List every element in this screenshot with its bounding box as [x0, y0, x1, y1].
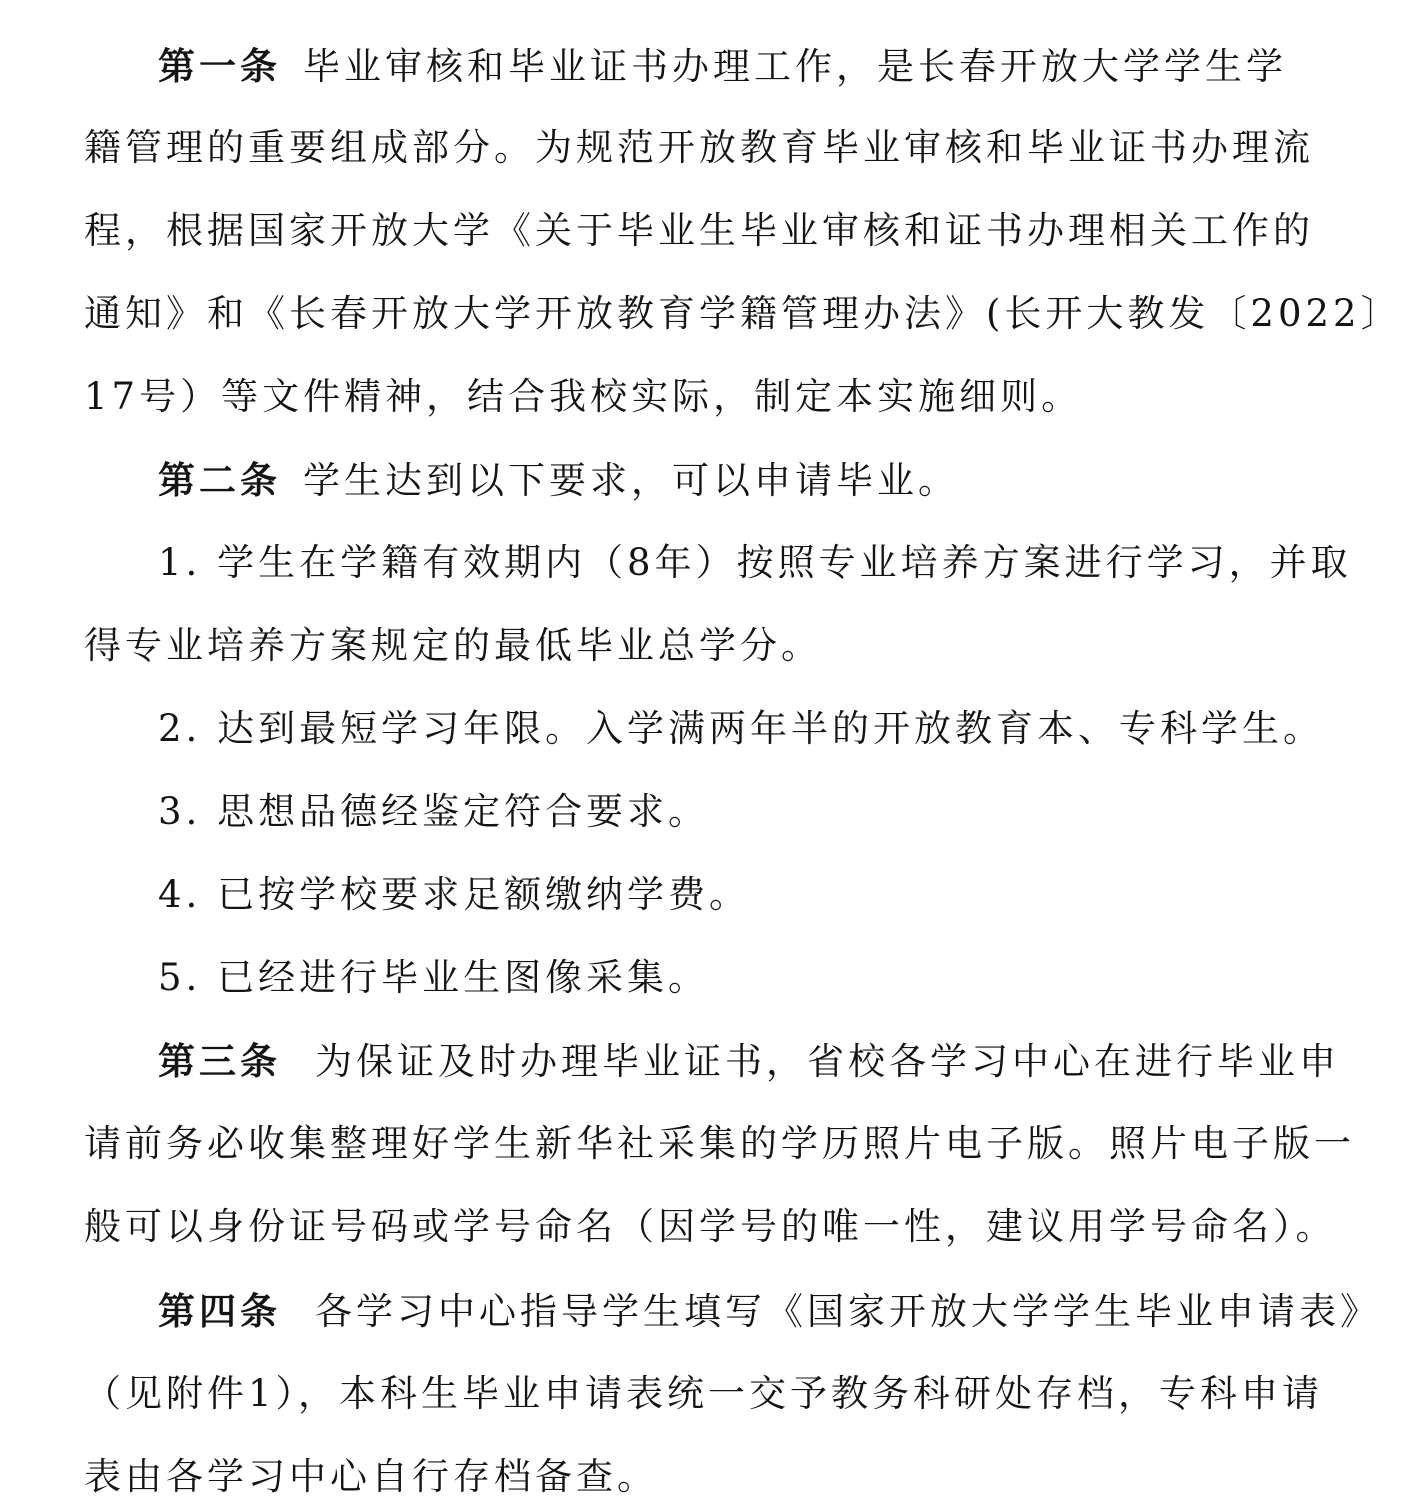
article-1-text: 毕业审核和毕业证书办理工作，是长春开放大学学生学 [303, 45, 1287, 88]
article-1-line-4: 通知》和《长春开放大学开放教育学籍管理办法》(长开大教发〔2022〕 [84, 292, 1402, 335]
article-2-item-2: 2. 达到最短学习年限。入学满两年半的开放教育本、专科学生。 [158, 707, 1325, 750]
article-4-text: 各学习中心指导学生填写《国家开放大学学生毕业申请表》 [315, 1290, 1381, 1333]
article-1-line-2: 籍管理的重要组成部分。为规范开放教育毕业审核和毕业证书办理流 [84, 126, 1314, 169]
article-2-line-1 [158, 450, 1198, 510]
article-2-item-1-line-1: 1. 学生在学籍有效期内（8年）按照专业培养方案进行学习，并取 [158, 541, 1352, 584]
article-2-item-4: 4. 已按学校要求足额缴纳学费。 [158, 873, 751, 916]
article-4-line-3: 表由各学习中心自行存档备查。 [84, 1455, 658, 1498]
article-1-line-3: 程，根据国家开放大学《关于毕业生毕业审核和证书办理相关工作的 [84, 209, 1314, 252]
article-2-text: 学生达到以下要求，可以申请毕业。 [303, 459, 959, 502]
article-4-label: 第四条 [158, 1289, 281, 1333]
article-3-line-2: 请前务必收集整理好学生新华社采集的学历照片电子版。照片电子版一 [84, 1122, 1355, 1165]
article-3-text: 为保证及时办理毕业证书，省校各学习中心在进行毕业申 [315, 1040, 1340, 1083]
article-3-label: 第三条 [158, 1039, 281, 1083]
article-1-line-5: 17号）等文件精神，结合我校实际，制定本实施细则。 [84, 375, 1083, 418]
article-1-line-1 [158, 36, 1287, 96]
article-4-line-2: （见附件1），本科生毕业申请表统一交予教务科研处存档，专科申请 [84, 1372, 1324, 1415]
article-2-item-5: 5. 已经进行毕业生图像采集。 [158, 956, 710, 999]
article-2-item-3: 3. 思想品德经鉴定符合要求。 [158, 790, 710, 833]
article-3-line-1 [158, 1031, 1340, 1091]
article-4-line-1 [158, 1281, 1381, 1341]
article-2-item-1-line-2: 得专业培养方案规定的最低毕业总学分。 [84, 624, 822, 667]
article-3-line-3: 般可以身份证号码或学号命名（因学号的唯一性，建议用学号命名）。 [84, 1205, 1337, 1248]
article-2-label: 第二条 [158, 458, 281, 502]
article-1-label: 第一条 [158, 44, 281, 88]
